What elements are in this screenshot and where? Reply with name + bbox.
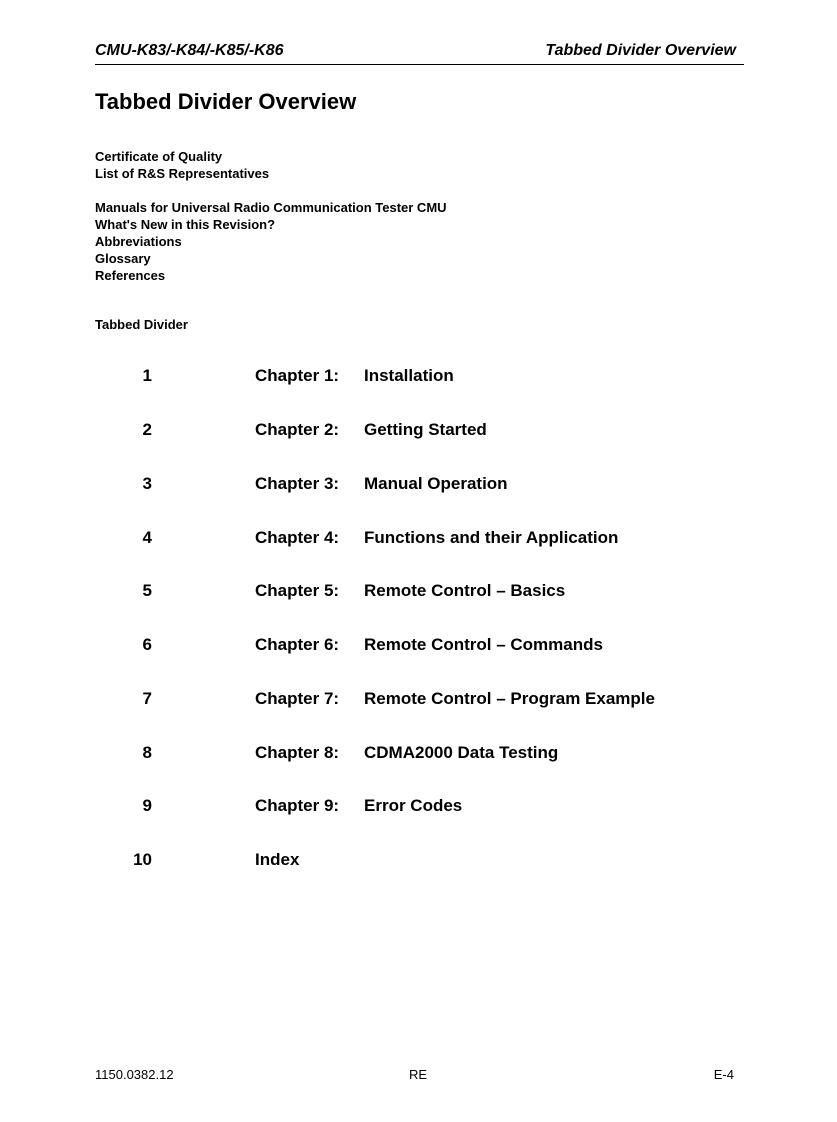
front-matter-item: List of R&S Representatives	[95, 166, 270, 181]
page-title: Tabbed Divider Overview	[95, 89, 357, 114]
chapter-label: Chapter 4:	[255, 528, 340, 547]
chapter-title: Functions and their Application	[364, 528, 619, 547]
chapter-title: Remote Control – Basics	[364, 581, 566, 600]
header-doc-id: CMU-K83/-K84/-K85/-K86	[95, 42, 284, 59]
chapter-label: Chapter 2:	[255, 420, 340, 439]
chapter-label: Chapter 5:	[255, 581, 340, 600]
chapter-title: CDMA2000 Data Testing	[364, 743, 559, 762]
footer-page-number: E-4	[713, 1067, 734, 1082]
front-matter-item: Abbreviations	[95, 234, 182, 249]
tab-number: 4	[142, 528, 152, 547]
chapter-label: Chapter 3:	[255, 474, 340, 493]
chapter-row	[0, 474, 837, 498]
page-header	[95, 42, 744, 65]
chapter-label: Chapter 6:	[255, 635, 340, 654]
chapter-row	[0, 366, 837, 390]
chapter-row	[0, 743, 837, 767]
chapter-row	[0, 420, 837, 444]
chapter-label: Index	[255, 850, 300, 869]
chapter-title: Error Codes	[364, 796, 463, 815]
footer-doc-number: 1150.0382.12	[95, 1067, 174, 1082]
chapter-title: Getting Started	[364, 420, 487, 439]
front-matter-item: Manuals for Universal Radio Communication Tester CMU	[95, 200, 447, 215]
tab-number: 3	[142, 474, 152, 493]
front-matter-item: Certificate of Quality	[95, 149, 223, 164]
tab-number: 10	[133, 850, 152, 869]
chapter-title: Manual Operation	[364, 474, 508, 493]
tab-number: 9	[142, 796, 152, 815]
front-matter-item: References	[95, 268, 166, 283]
front-matter-item: Tabbed Divider	[95, 317, 188, 332]
tab-number: 1	[142, 366, 152, 385]
front-matter-group-2	[95, 199, 447, 284]
tab-number: 2	[142, 420, 152, 439]
chapter-row	[0, 796, 837, 820]
tab-number: 5	[142, 581, 152, 600]
chapter-title: Installation	[364, 366, 454, 385]
chapter-label: Chapter 9:	[255, 796, 340, 815]
chapter-label: Chapter 1:	[255, 366, 340, 385]
front-matter-group-3	[95, 316, 188, 333]
header-section-title: Tabbed Divider Overview	[545, 42, 736, 59]
chapter-label: Chapter 8:	[255, 743, 340, 762]
chapter-title: Remote Control – Commands	[364, 635, 603, 654]
chapter-title: Remote Control – Program Example	[364, 689, 655, 708]
footer-center-code: RE	[409, 1067, 428, 1082]
chapter-row	[0, 528, 837, 552]
chapter-row	[0, 689, 837, 713]
front-matter-item: What's New in this Revision?	[95, 217, 276, 232]
tab-number: 6	[142, 635, 152, 654]
front-matter-item: Glossary	[95, 251, 151, 266]
chapter-label: Chapter 7:	[255, 689, 340, 708]
front-matter-group-1	[95, 148, 269, 182]
chapter-row	[0, 635, 837, 659]
tab-number: 8	[142, 743, 152, 762]
chapter-row	[0, 850, 837, 874]
tab-number: 7	[142, 689, 152, 708]
chapter-row	[0, 581, 837, 605]
